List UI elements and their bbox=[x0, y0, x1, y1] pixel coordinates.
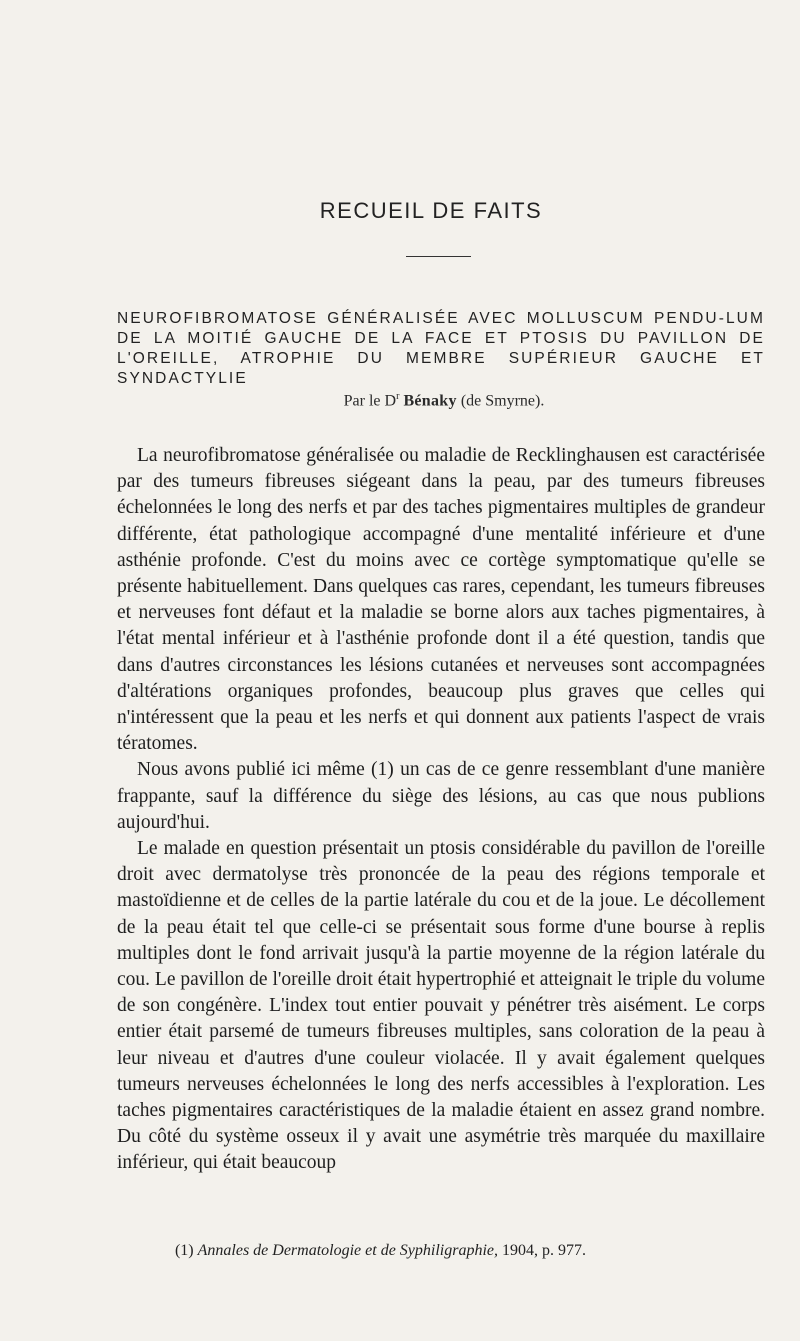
title-divider bbox=[406, 256, 471, 257]
author-name: Bénaky bbox=[403, 392, 457, 410]
article-title: NEUROFIBROMATOSE GÉNÉRALISÉE AVEC MOLLUSCUM PENDU-LUM DE LA MOITIÉ GAUCHE DE LA FACE ET PTOSIS DU PAVILLON DE L'OREILLE, ATROPHIE DU MEMBRE SUPÉRIEUR GAUCHE ET SYNDACTYLIE bbox=[117, 310, 765, 387]
footnote-marker: (1) bbox=[174, 1242, 194, 1259]
footnote-citation: 1904, p. 977. bbox=[502, 1242, 587, 1259]
section-title: RECUEIL DE FAITS bbox=[319, 198, 543, 223]
footnote-journal: Annales de Dermatologie et de Syphiligraphie, bbox=[197, 1242, 499, 1259]
paragraph-1: La neurofibromatose généralisée ou maladie de Recklinghausen est caractérisée par des tumeurs fibreuses siégeant dans la peau, par des tumeurs fibreuses échelonnées le long des nerfs et par des taches pigmentaires multiples de grandeur différente, état pathologique accompagné d'une mentalité inférieure et d'une asthénie profonde. C'est du moins avec ce cortège symptomatique qu'elle se présente habituellement. Dans quelques cas rares, cependant, les tumeurs fibreuses et nerveuses font défaut et la maladie se borne alors aux taches pigmentaires, à l'état mental inférieur et à l'asthénie profonde dont il a été question, tandis que dans d'autres circonstances les lésions cutanées et nerveuses sont accompagnées d'altérations organiques profondes, beaucoup plus graves que celles qui n'intéressent que la peau et les nerfs et qui donnent aux patients l'aspect de vrais tératomes. bbox=[117, 445, 765, 755]
paragraph-3: Le malade en question présentait un ptosis considérable du pavillon de l'oreille droit avec dermatolyse très prononcée de la peau des régions temporale et mastoïdienne et de celles de la partie latérale du cou et de la joue. Le décollement de la peau était tel que celle-ci se présentait sous forme d'une bourse à replis multiples dont le fond arrivait jusqu'à la partie moyenne de la région latérale du cou. Le pavillon de l'oreille droit était hypertrophié et atteignait le triple du volume de son congénère. L'index tout entier pouvait y pénétrer très aisément. Le corps entier était parsemé de tumeurs fibreuses multiples, sans coloration de la peau à leur niveau et d'autres d'une couleur violacée. Il y avait également quelques tumeurs nerveuses échelonnées le long des nerfs accessibles à l'exploration. Les taches pigmentaires caractéristiques de la maladie étaient en assez grand nombre. Du côté du système osseux il y avait une asymétrie très marquée du maxillaire inférieur, qui était beaucoup bbox=[117, 838, 765, 1174]
byline bbox=[0, 391, 800, 410]
article-body bbox=[117, 443, 765, 1177]
byline-prefix: Par le D bbox=[343, 392, 397, 410]
author-origin: (de Smyrne). bbox=[460, 392, 545, 410]
footnote bbox=[0, 1242, 761, 1260]
byline-degree: r bbox=[396, 391, 400, 402]
paragraph-2: Nous avons publié ici même (1) un cas de ce genre ressemblant d'une manière frappante, sauf la différence du siège des lésions, au cas que nous publions aujourd'hui. bbox=[117, 759, 765, 833]
